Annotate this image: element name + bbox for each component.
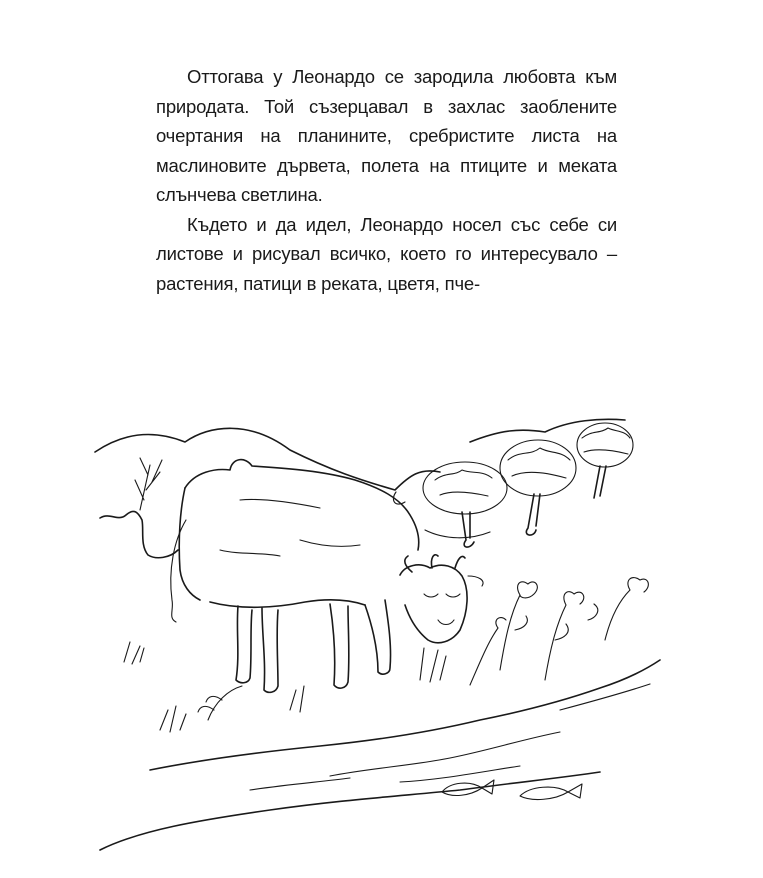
left-shrub [135,458,162,510]
fern-plant [198,686,242,720]
mountain-base [393,492,490,538]
cow-hind-leg-left [330,604,349,688]
riverbank-upper [150,660,660,770]
paragraph-2: Където и да идел, Леонардо носел със себе си листове и рисувал всичко, което го интересувало – растения, патици в реката, цветя, пче- [156,213,617,294]
grass-tufts [124,642,446,732]
cow-front-leg-right [262,608,278,692]
cow-chest [179,488,200,600]
cow-hind-leg-right [365,600,391,674]
story-text [156,62,617,298]
olive-tree-3 [577,423,633,498]
cow-illustration [0,380,763,878]
flowering-plants [470,578,648,685]
riverbank-lower [100,772,600,850]
fish-1 [442,780,494,795]
paragraph-1: Оттогава у Леонардо се зародила любовта към природата. Той съзерцавал в захлас заоблените очертания на планините, сребристите листа на маслиновите дървета, полета на птиците и меката слънчева светлина. [156,66,617,205]
fish-2 [520,784,582,799]
cow-belly [210,600,365,607]
left-hill [100,511,178,557]
olive-tree-2 [500,440,576,535]
cow-tail [171,520,186,622]
cow-head [400,555,483,643]
cow-shading [220,499,360,556]
cow-horn [405,556,412,572]
line-drawing [0,380,763,878]
cow-front-leg-left [236,606,252,683]
